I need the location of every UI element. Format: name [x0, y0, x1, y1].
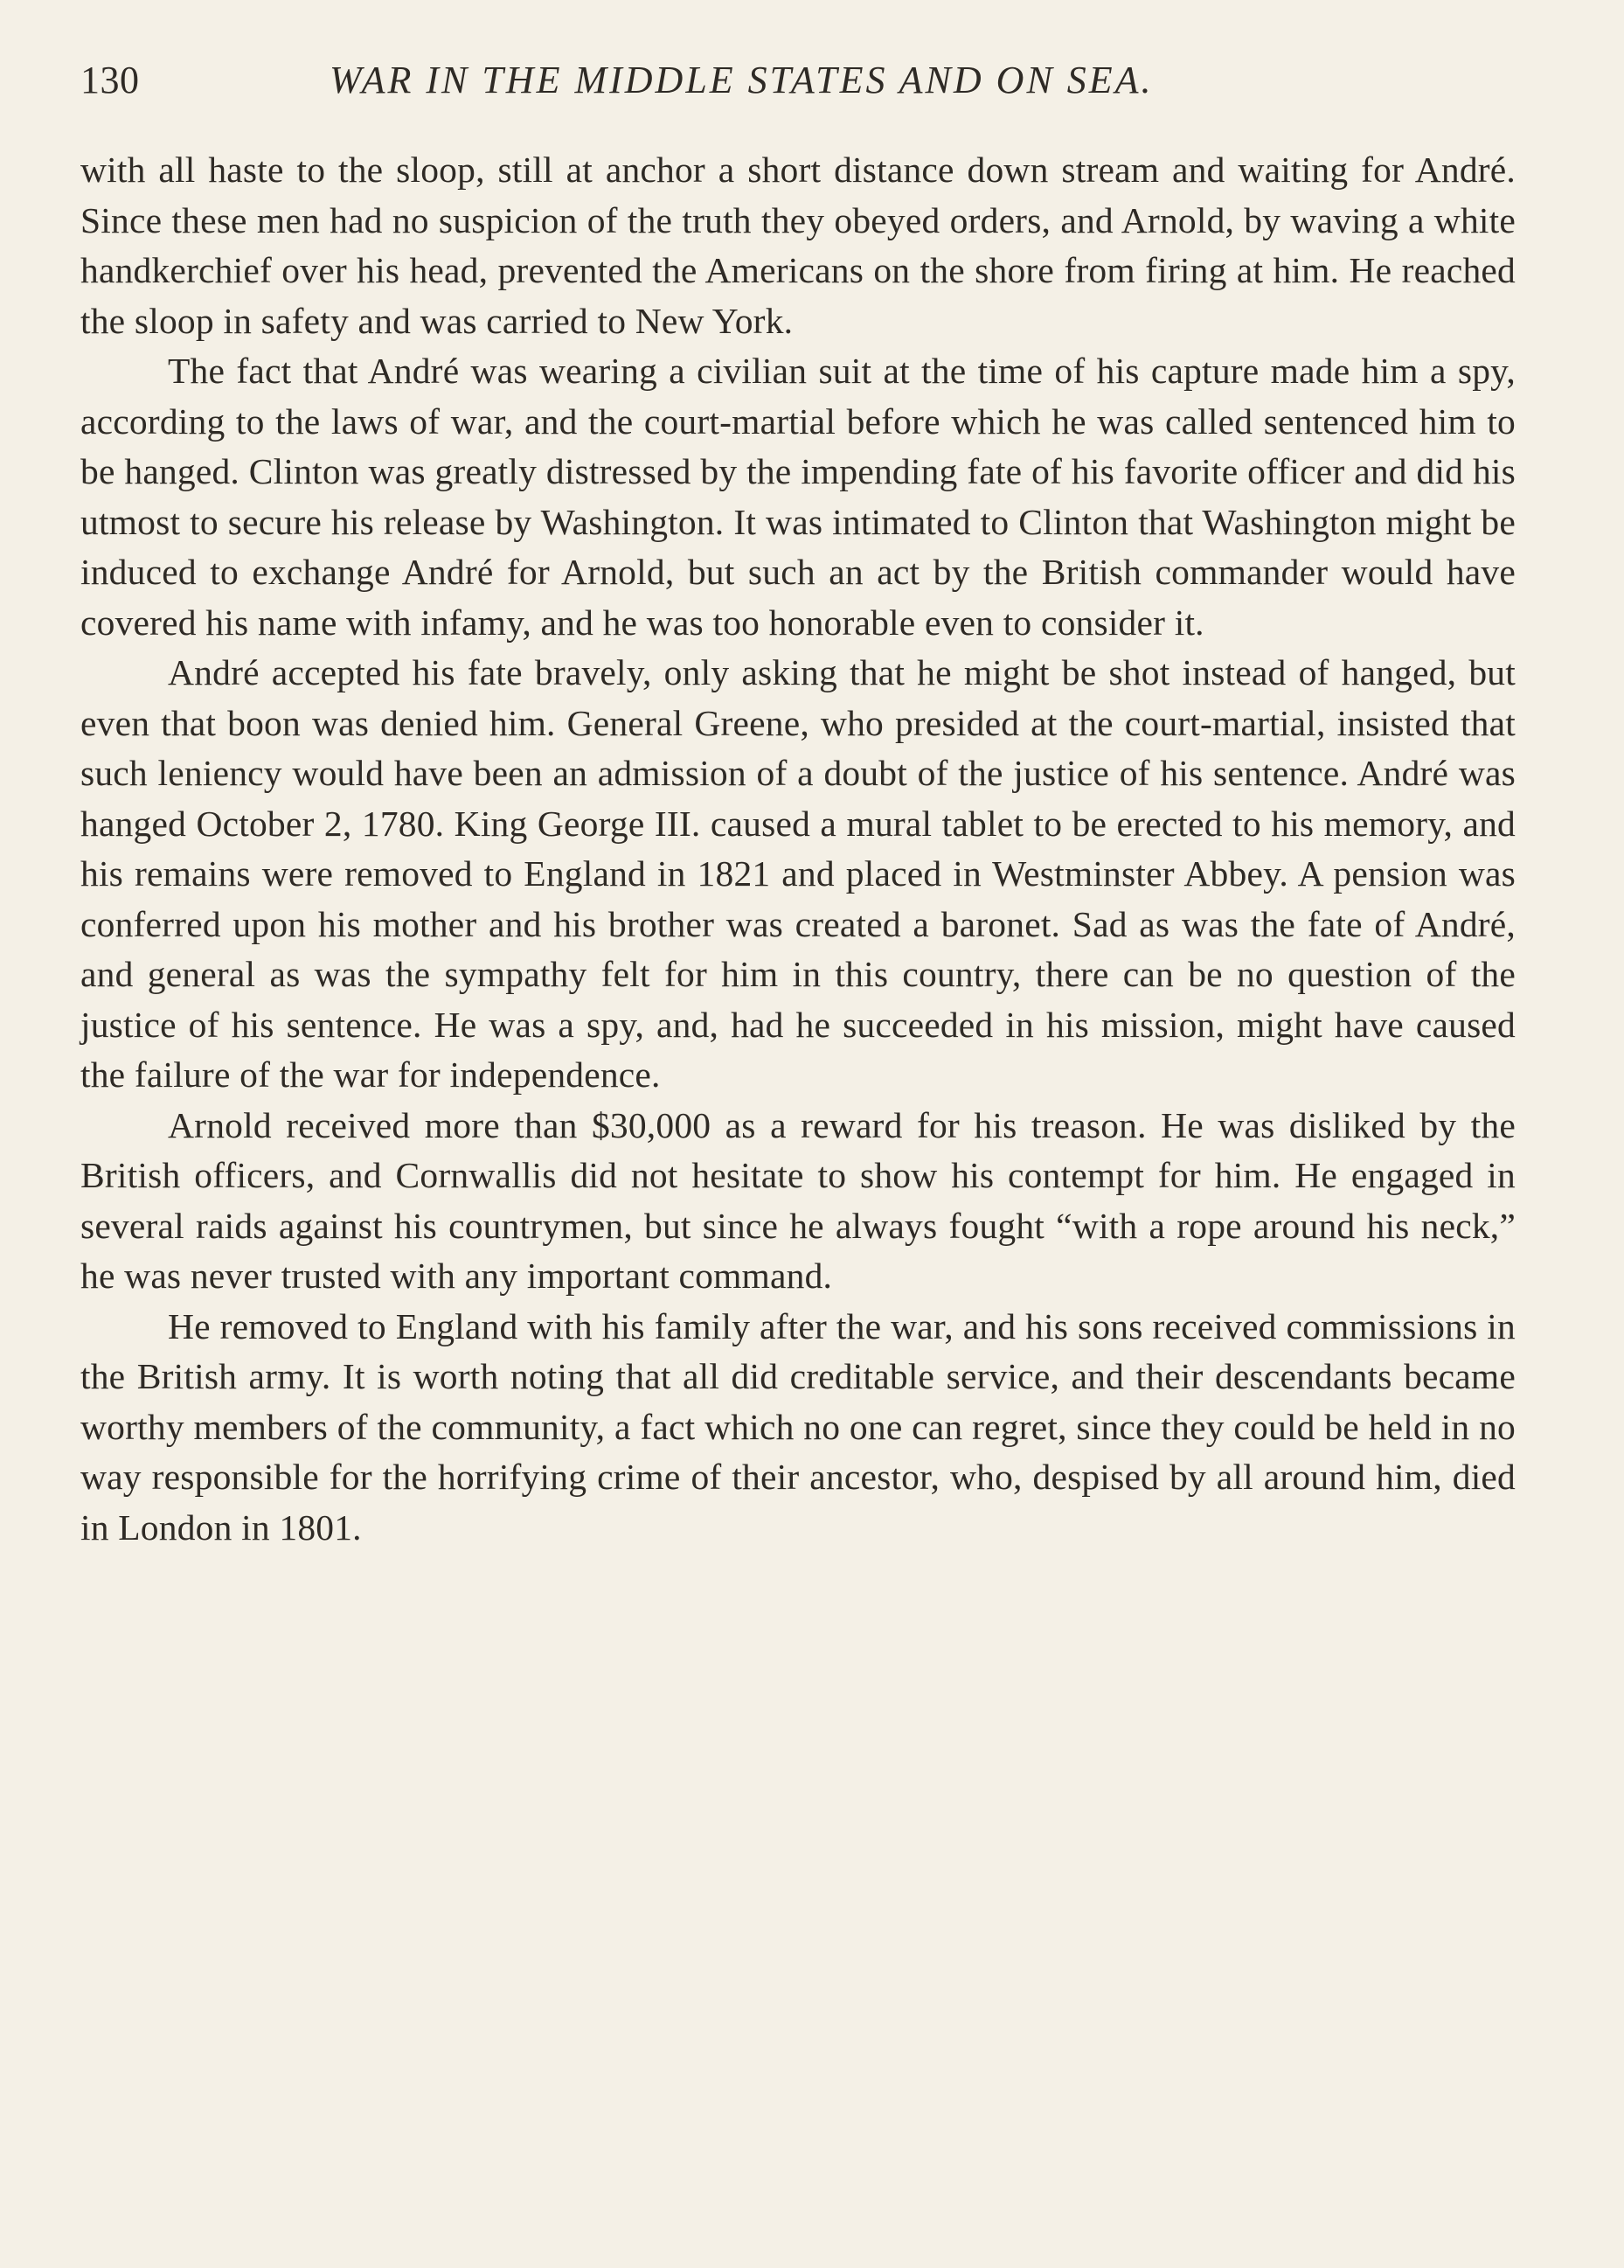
- paragraph-andre-fate: André accepted his fate bravely, only asking that he might be shot instead of hanged, but even that boon was denied him. General Greene, who presided at the court-martial, insisted that such leniency would have been an admission of a doubt of the justice of his sentence. André was hanged October 2, 1780. King George III. caused a mural tablet to be erected to his memory, and his remains were removed to England in 1821 and placed in Westminster Abbey. A pension was conferred upon his mother and his brother was created a baronet. Sad as was the fate of André, and general as was the sympathy felt for him in this country, there can be no question of the justice of his sentence. He was a spy, and, had he succeeded in his mission, might have caused the failure of the war for independence.: [80, 652, 1516, 1095]
- paragraph-andre-spy: The fact that André was wearing a civilian suit at the time of his capture made him a spy, according to the laws of war, and the court-martial before which he was called sentenced him to be hanged. Clinton was greatly distressed by the impending fate of his favorite officer and did his utmost to secure his release by Washington. It was intimated to Clinton that Washington might be induced to exchange André for Arnold, but such an act by the British commander would have covered his name with infamy, and he was too honorable even to consider it.: [80, 351, 1516, 643]
- paragraph-arnold-england: He removed to England with his family after the war, and his sons received commissions in the British army. It is worth noting that all did creditable service, and their descendants became worthy members of the community, a fact which no one can regret, since they could be held in no way responsible for the horrifying crime of their ancestor, who, despised by all around him, died in London in 1801.: [80, 1305, 1516, 1548]
- running-head: [80, 54, 1536, 107]
- paragraph-continuation: with all haste to the sloop, still at anchor a short distance down stream and waiting for André. Since these men had no suspicion of the truth they obeyed orders, and Arnold, by waving a white handkerchief over his head, prevented the Americans on the shore from firing at him. He reached the sloop in safety and was carried to New York.: [80, 150, 1516, 341]
- paragraph-arnold-reward: Arnold received more than $30,000 as a reward for his treason. He was disliked by the British officers, and Cornwallis did not hesitate to show his contempt for him. He engaged in several raids against his countrymen, but since he always fought “with a rope around his neck,” he was never trusted with any important command.: [80, 1104, 1516, 1296]
- running-title: WAR IN THE MIDDLE STATES AND ON SEA.: [330, 59, 1154, 101]
- body-text: [80, 145, 1516, 1553]
- page-number: 130: [80, 59, 140, 101]
